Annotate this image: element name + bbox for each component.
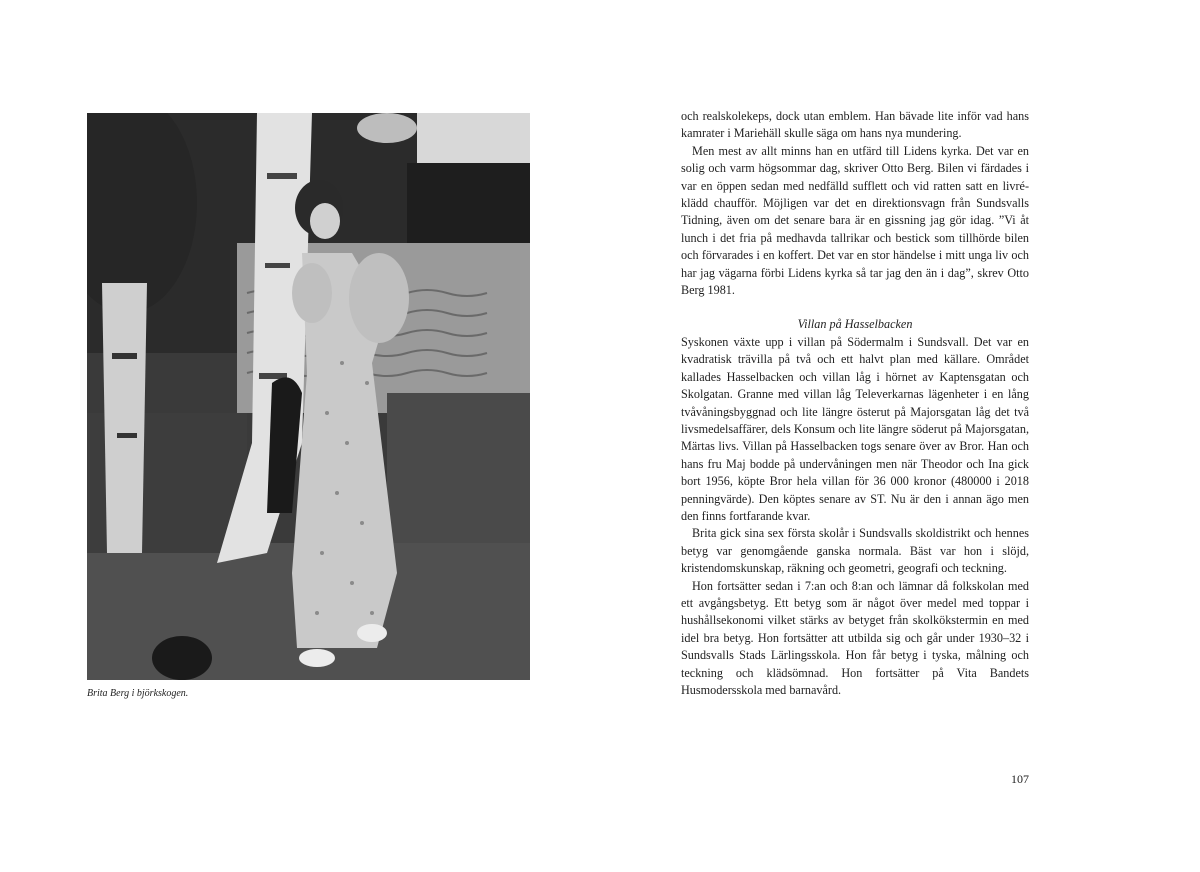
photo-caption: Brita Berg i björkskogen. <box>87 688 189 699</box>
paragraph-2: Men mest av allt minns han en utfärd till Lidens kyrka. Det var en solig och varm högsommar dag, skriver Otto Berg. Bilen vi färdades i var en öppen sedan med nedfälld sufflett och vid ratten satt en livré-klädd chaufför. Möjligen var det en direktionsvagn från Sundsvalls Tidning, även om det senare bara är en gissning jag gör idag. ”Vi åt lunch i det fria på medhavda tallrikar och bestick som tillhörde bilen och förvarades i en koffert. Det var en stor händelse i mitt unga liv och har jag vägarna förbi Lidens kyrka så tar jag den än i dag”, skrev Otto Berg 1981. <box>681 143 1029 298</box>
paragraph-4: Brita gick sina sex första skolår i Sundsvalls skoldistrikt och hennes betyg var genomgående ganska normala. Bäst var hon i slöjd, kristendomskunskap, räkning och geometri, geografi och teckning. <box>681 526 1029 576</box>
paragraph-3: Syskonen växte upp i villan på Södermalm i Sundsvall. Det var en kvadratisk trävilla på två och ett halvt plan med källare. Området kallades Hasselbacken och villan låg i hörnet av Kaptensgatan och Skolgatan. Granne med villan låg Televerkarnas lägenheter i en lång tvåvåningsbyggnad och lite längre österut på Majorsgatan låg det två livsmedelsaffärer, dels Konsum och lite längre söderut på Majorsgatan, Märtas livs. Villan på Hasselbacken togs senare över av Bror. Han och hans fru Maj bodde på undervåningen men när Theodor och Ina gick bort 1956, köpte Bror hela villan för 36 000 kronor (480000 i 2018 penningvärde). Den köptes senare av ST. Nu är den i annan ägo men den finns fortfarande kvar. <box>681 334 1029 523</box>
page-number: 107 <box>1011 772 1029 786</box>
body-text <box>681 108 1029 699</box>
paragraph-1: och realskolekeps, dock utan emblem. Han bävade lite inför vad hans kamrater i Mariehäll skulle säga om hans nya mundering. <box>681 109 1029 141</box>
photo-illustration <box>87 113 530 680</box>
section-heading: Villan på Hasselbacken <box>797 317 913 332</box>
photograph <box>87 113 530 680</box>
paragraph-5: Hon fortsätter sedan i 7:an och 8:an och lämnar då folkskolan med ett avgångsbetyg. Ett betyg som är något över medel med toppar i hushållsekonomi vilket stärks av betyget från skolkökstermin en med idel bra betyg. Hon fortsätter att utbilda sig och går under 1930–32 i Sundsvalls Stads Lärlingsskola. Hon får betyg i tyska, målning och teckning och klädsömnad. Hon fortsätter på Vita Bandets Husmodersskola med barnavård. <box>681 578 1029 697</box>
